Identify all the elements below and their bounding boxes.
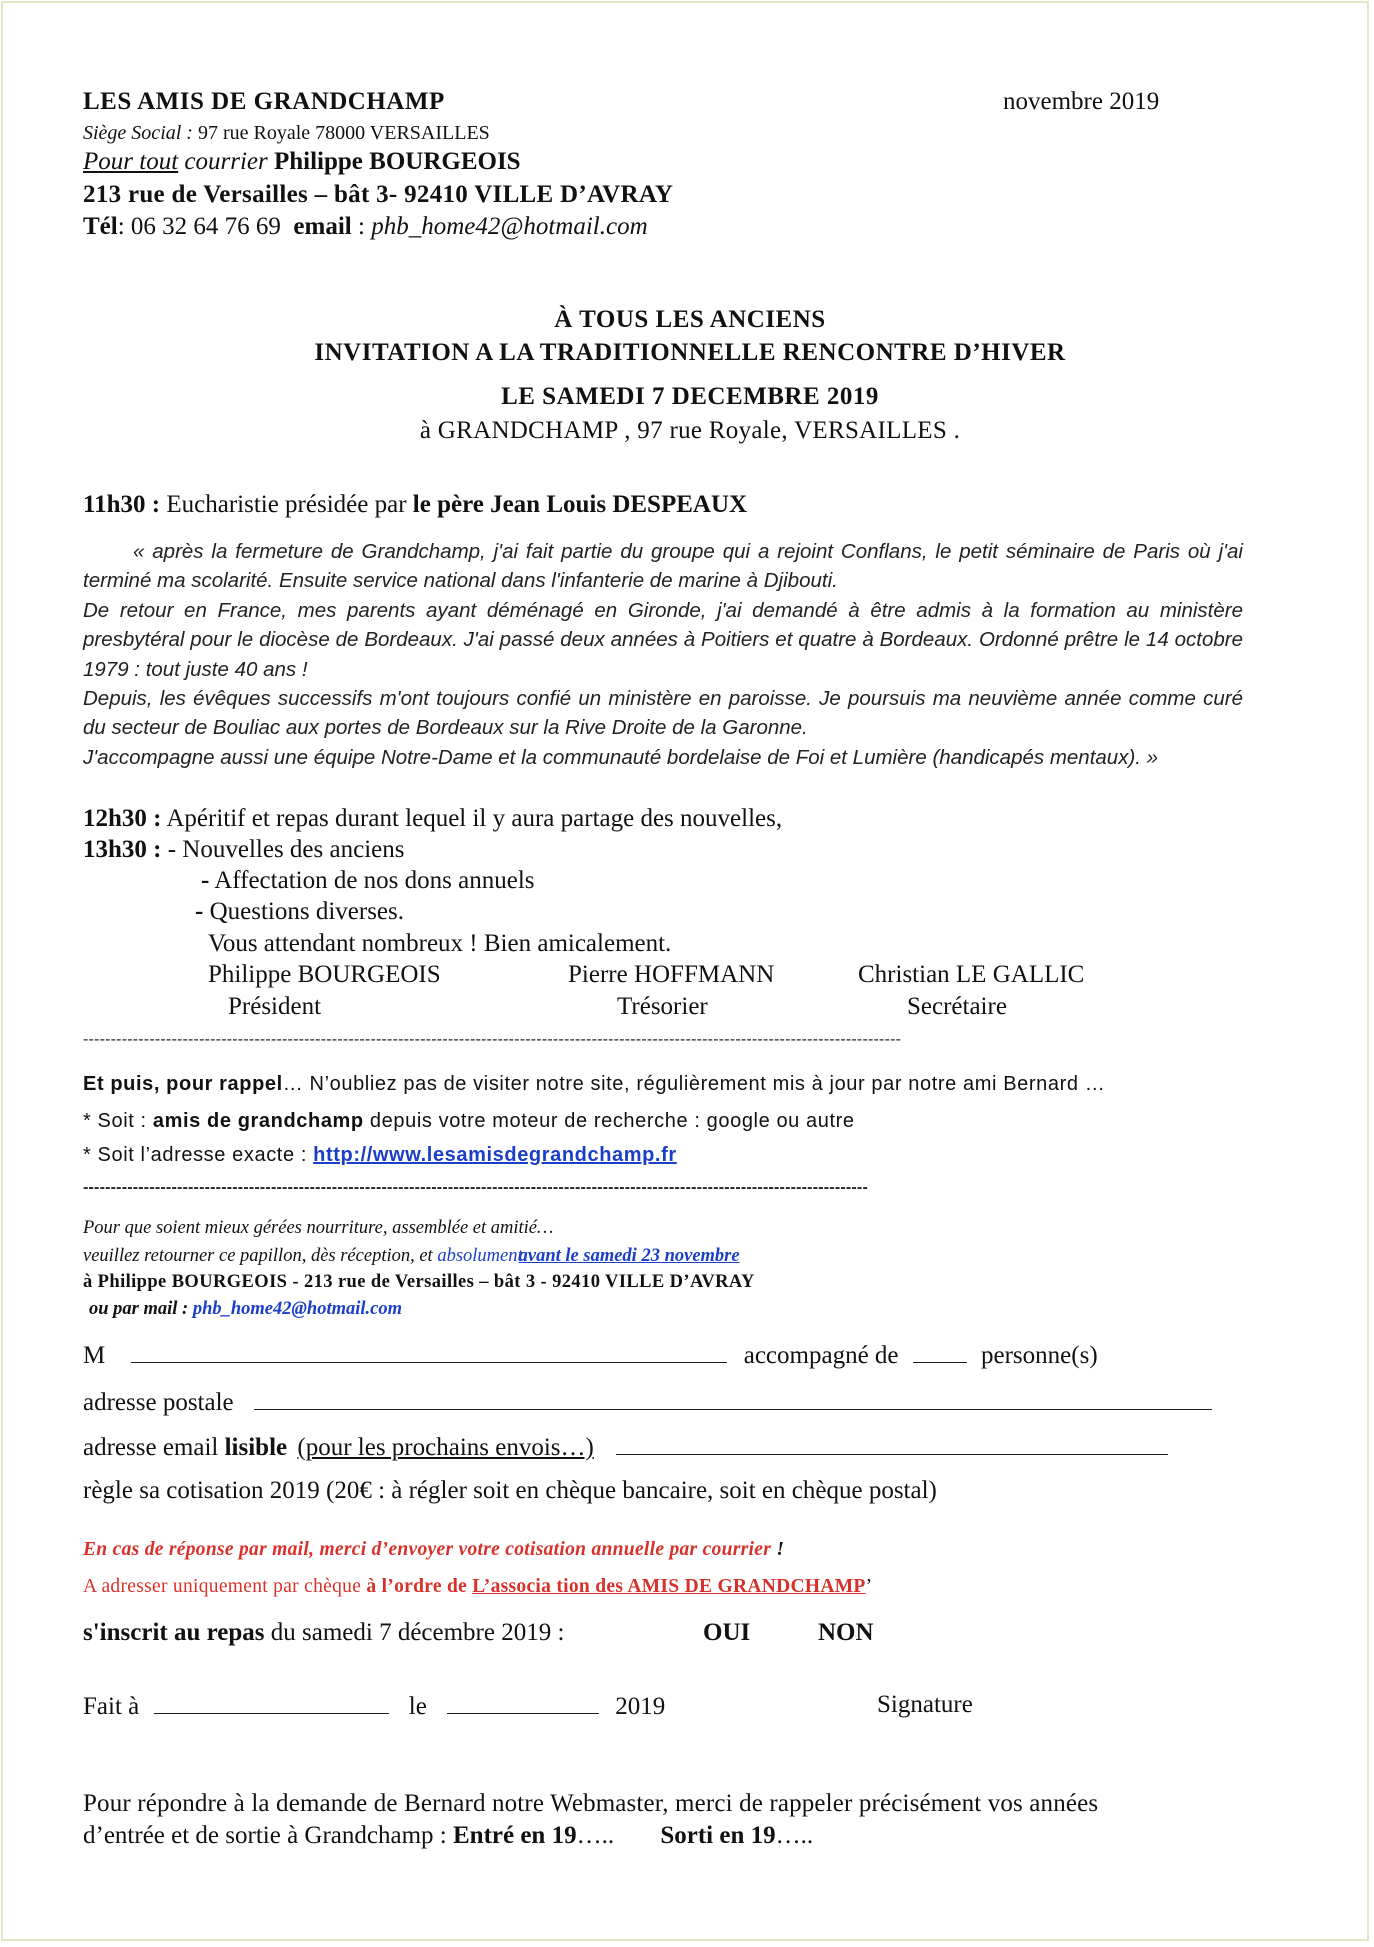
- website-link[interactable]: http://www.lesamisdegrandchamp.fr: [313, 1144, 677, 1166]
- program-1330: [83, 836, 404, 864]
- celebrant-name: le père Jean Louis DESPEAUX: [412, 491, 748, 518]
- document-page: [1, 1, 1369, 1941]
- reminder-line-1: [83, 1073, 1105, 1096]
- reminder-bold: Et puis, pour rappel: [83, 1073, 283, 1095]
- reminder-line2-prefix: * Soit :: [83, 1110, 147, 1132]
- form-intro-deadline: avant le samedi 23 novembre: [518, 1246, 740, 1266]
- courrier-line: [83, 148, 521, 176]
- signatory-name-tresorier: Pierre HOFFMANN: [568, 961, 775, 988]
- oui-option[interactable]: OUI: [703, 1619, 751, 1646]
- celebrant-quote: [83, 537, 1243, 772]
- form-intro-line-4: [89, 1299, 402, 1320]
- courrier-pour-tout: Pour tout: [83, 148, 179, 175]
- title-line-4: à GRANDCHAMP , 97 rue Royale, VERSAILLES .: [419, 417, 961, 444]
- form-row-email: [83, 1432, 1168, 1462]
- courrier-name: Philippe BOURGEOIS: [273, 148, 521, 175]
- separator-1: ----------------------------------------------------------------------------------------------------------------------------------------------------: [83, 1031, 902, 1048]
- cheque-line: [83, 1576, 872, 1598]
- contact-line: [83, 213, 648, 241]
- signatory-role-secretaire: Secrétaire: [907, 993, 1007, 1020]
- lisible-label: lisible: [224, 1434, 288, 1461]
- quote-paragraph-4: J'accompagne aussi une équipe Notre-Dame et la communauté bordelaise de Foi et Lumière (handicapés mentaux). »: [83, 745, 1159, 769]
- signatory-role-tresorier: Trésorier: [617, 993, 708, 1020]
- agenda-item-1: - Nouvelles des anciens: [167, 836, 405, 863]
- accompagne-label: accompagné de: [743, 1342, 899, 1369]
- closing-line: Vous attendant nombreux ! Bien amicalement.: [208, 930, 672, 957]
- fait-a-label: Fait à: [83, 1693, 140, 1720]
- program-1230: [83, 805, 782, 833]
- non-option[interactable]: NON: [818, 1619, 874, 1646]
- tel-value: : 06 32 64 76 69: [117, 213, 281, 240]
- reminder-line2-rest: depuis votre moteur de recherche : google ou autre: [369, 1110, 855, 1132]
- reminder-search-term: amis de grandchamp: [152, 1110, 364, 1132]
- place-field[interactable]: [154, 1691, 389, 1714]
- address-line: 213 rue de Versailles – bât 3- 92410 VILLE D’AVRAY: [83, 181, 674, 208]
- footer-line-1: Pour répondre à la demande de Bernard notre Webmaster, merci de rappeler précisément vos années: [83, 1790, 1099, 1817]
- sorti-dots: …..: [775, 1822, 814, 1849]
- date-field[interactable]: [447, 1691, 599, 1714]
- reminder-line-3: [83, 1144, 677, 1167]
- red-note-text: En cas de réponse par mail, merci d’envoyer votre cotisation annuelle par courrier: [83, 1539, 772, 1560]
- form-intro-line-3: à Philippe BOURGEOIS - 213 rue de Versailles – bât 3 - 92410 VILLE D’AVRAY: [83, 1272, 755, 1292]
- name-field[interactable]: [131, 1340, 727, 1363]
- inscrit-text: du samedi 7 décembre 2019 :: [270, 1619, 565, 1646]
- agenda-item-3: Questions diverses.: [209, 898, 404, 925]
- eucharistie-text: Eucharistie présidée par: [166, 491, 407, 518]
- signatory-name-secretaire: Christian LE GALLIC: [858, 961, 1085, 988]
- guests-count-field[interactable]: [913, 1340, 967, 1363]
- inscription-line: [83, 1619, 564, 1647]
- header-email: phb_home42@hotmail.com: [371, 213, 648, 240]
- footer-line-2: [83, 1822, 813, 1850]
- form-intro-email: phb_home42@hotmail.com: [192, 1299, 402, 1319]
- org-name: LES AMIS DE GRANDCHAMP: [83, 88, 445, 115]
- agenda-item-2-row: - Affectation de nos dons annuels: [201, 867, 535, 894]
- siege-address: 97 rue Royale 78000 VERSAILLES: [197, 122, 490, 144]
- signature-label: Signature: [877, 1691, 973, 1718]
- document-date: novembre 2019: [1003, 88, 1160, 115]
- fait-a-row: [83, 1691, 665, 1721]
- reminder-line-2: [83, 1110, 855, 1133]
- signatory-name-president: Philippe BOURGEOIS: [208, 961, 441, 988]
- quote-paragraph-2: De retour en France, mes parents ayant déménagé en Gironde, j'ai demandé à être admis à la formation au ministère presbytéral pour le diocèse de Bordeaux. J'ai passé deux années à Poitiers et quatre à Bordeaux. Ordonné prêtre le 14 octobre 1979 : tout juste 40 ans !: [83, 598, 1243, 681]
- courrier-word: courrier: [184, 148, 268, 175]
- email-sep: :: [358, 213, 365, 240]
- agenda-item-3-row: - Questions diverses.: [195, 898, 404, 925]
- form-intro-mail-label: ou par mail :: [89, 1299, 189, 1319]
- time-1330: 13h30 :: [83, 836, 162, 863]
- form-intro-text: veuillez retourner ce papillon, dès réception, et: [83, 1246, 433, 1266]
- sorti-label: Sorti en 19: [660, 1822, 776, 1849]
- reminder-line3-prefix: * Soit l’adresse exacte :: [83, 1144, 307, 1166]
- adresse-postale-label: adresse postale: [83, 1389, 234, 1416]
- reminder-text: … N’oubliez pas de visiter notre site, régulièrement mis à jour par notre ami Bernard …: [282, 1073, 1106, 1095]
- separator-2: ----------------------------------------------------------------------------------------------------------------------------------------------: [83, 1179, 868, 1196]
- time-1230: 12h30 :: [83, 805, 162, 832]
- cheque-end: ’: [865, 1576, 873, 1597]
- cheque-prefix: A adresser uniquement par chèque: [83, 1576, 362, 1597]
- red-mail-note: [83, 1539, 784, 1561]
- year-label: 2019: [615, 1693, 666, 1720]
- form-row-name: [83, 1340, 1098, 1370]
- cotisation-line: règle sa cotisation 2019 (20€ : à régler soit en chèque bancaire, soit en chèque postal): [83, 1477, 937, 1504]
- entre-label: Entré en 19: [452, 1822, 577, 1849]
- form-intro-absolument: absolument: [437, 1246, 523, 1266]
- program-1130: [83, 491, 747, 519]
- title-line-1: À TOUS LES ANCIENS: [554, 306, 826, 333]
- title-line-2: INVITATION A LA TRADITIONNELLE RENCONTRE D’HIVER: [314, 339, 1066, 366]
- quote-paragraph-3: Depuis, les évêques successifs m'ont toujours confié un ministère en paroisse. Je poursuis ma neuvième année comme curé du secteur de Bouliac aux portes de Bordeaux sur la Rive Droite de la Garonne.: [83, 687, 1243, 740]
- form-row-address: [83, 1387, 1212, 1417]
- repas-text: Apéritif et repas durant lequel il y aura partage des nouvelles,: [166, 805, 783, 832]
- tel-label: Tél: [83, 213, 118, 240]
- form-intro-line-1: Pour que soient mieux gérées nourriture, assemblée et amitié…: [83, 1218, 554, 1238]
- cheque-assoc: L’associa tion des AMIS DE GRANDCHAMP: [472, 1576, 866, 1597]
- signatory-role-president: Président: [228, 993, 322, 1020]
- email-label: email: [293, 213, 352, 240]
- quote-paragraph-1: « après la fermeture de Grandchamp, j'ai fait partie du groupe qui a rejoint Conflans, le petit séminaire de Paris où j'ai terminé ma scolarité. Ensuite service national dans l'infanterie de marine à Djibouti.: [83, 540, 1243, 593]
- adresse-email-label: adresse email: [83, 1434, 219, 1461]
- postal-address-field[interactable]: [254, 1387, 1212, 1410]
- le-label: le: [408, 1693, 427, 1720]
- title-line-3: LE SAMEDI 7 DECEMBRE 2019: [501, 383, 879, 410]
- inscrit-bold: s'inscrit au repas: [83, 1619, 265, 1646]
- cheque-ordre: à l’ordre de: [366, 1576, 468, 1597]
- time-1130: 11h30 :: [83, 491, 161, 518]
- prochains-envois-label: (pour les prochains envois…): [297, 1434, 594, 1461]
- m-label: M: [83, 1342, 106, 1369]
- footer-line2-text: d’entrée et de sortie à Grandchamp :: [83, 1822, 447, 1849]
- siege-label: Siège Social :: [83, 122, 193, 144]
- agenda-item-2: Affectation de nos dons annuels: [214, 867, 535, 894]
- personnes-label: personne(s): [981, 1342, 1098, 1369]
- email-address-field[interactable]: [616, 1432, 1168, 1455]
- form-intro-line-2: [83, 1246, 740, 1267]
- entre-dots: …..: [576, 1822, 615, 1849]
- siege-line: [83, 122, 490, 145]
- red-note-end: !: [776, 1539, 785, 1560]
